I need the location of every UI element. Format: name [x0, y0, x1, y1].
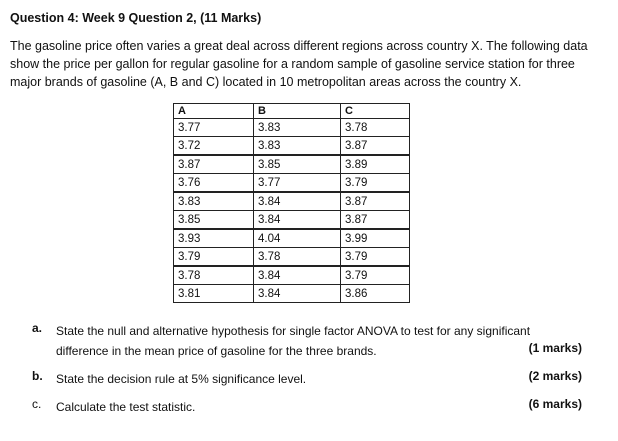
question-c-label: c.: [32, 397, 42, 411]
table-cell: 3.77: [254, 174, 341, 193]
table-cell: 3.84: [254, 266, 341, 285]
table-header-row: [174, 104, 410, 119]
question-c-text: Calculate the test statistic.: [56, 400, 196, 414]
table-row: [174, 174, 410, 193]
table-cell: 3.87: [341, 137, 410, 156]
question-heading: Question 4: Week 9 Question 2, (11 Marks): [10, 11, 262, 25]
question-b-label: b.: [32, 369, 43, 383]
table-row: [174, 192, 410, 211]
question-a-label: a.: [32, 321, 43, 335]
table-cell: 3.78: [174, 266, 254, 285]
table-row: [174, 119, 410, 137]
question-a-text-line2: difference in the mean price of gasoline for the three brands.: [56, 344, 377, 358]
column-header-a: A: [174, 104, 254, 119]
table-cell: 3.79: [341, 174, 410, 193]
table-cell: 3.78: [341, 119, 410, 137]
table-cell: 3.87: [174, 155, 254, 174]
question-b-text: State the decision rule at 5% significance level.: [56, 372, 307, 386]
table-row: [174, 285, 410, 303]
table-cell: 3.72: [174, 137, 254, 156]
table-row: [174, 211, 410, 230]
table-cell: 3.83: [174, 192, 254, 211]
table-cell: 3.87: [341, 211, 410, 230]
table-cell: 3.77: [174, 119, 254, 137]
table-cell: 3.84: [254, 211, 341, 230]
table-cell: 4.04: [254, 229, 341, 248]
table-cell: 3.83: [254, 119, 341, 137]
table-cell: 3.81: [174, 285, 254, 303]
table-cell: 3.79: [174, 248, 254, 267]
question-intro: The gasoline price often varies a great deal across different regions across country X. The following data show the price per gallon for regular gasoline for a random sample of gasoline service station for three major brands of gasoline (A, B and C) located in 10 metropolitan areas across the country X.: [10, 39, 588, 89]
question-c: [32, 397, 592, 417]
table-row: [174, 155, 410, 174]
table-cell: 3.79: [341, 266, 410, 285]
table-row: [174, 248, 410, 267]
table-cell: 3.85: [174, 211, 254, 230]
table-row: [174, 137, 410, 156]
table-cell: 3.84: [254, 192, 341, 211]
table-cell: 3.78: [254, 248, 341, 267]
question-b: [32, 369, 592, 389]
table-cell: 3.79: [341, 248, 410, 267]
table-cell: 3.86: [341, 285, 410, 303]
price-table: [173, 103, 410, 303]
table-cell: 3.99: [341, 229, 410, 248]
table-cell: 3.93: [174, 229, 254, 248]
question-a-marks: (1 marks): [528, 341, 582, 355]
question-c-marks: (6 marks): [528, 397, 582, 411]
table-cell: 3.87: [341, 192, 410, 211]
table-cell: 3.76: [174, 174, 254, 193]
table-row: [174, 266, 410, 285]
table-cell: 3.84: [254, 285, 341, 303]
table-cell: 3.89: [341, 155, 410, 174]
question-b-marks: (2 marks): [528, 369, 582, 383]
question-a: [32, 321, 592, 361]
column-header-b: B: [254, 104, 341, 119]
question-a-text-line1: State the null and alternative hypothesis for single factor ANOVA to test for any significant: [56, 324, 531, 338]
table-cell: 3.83: [254, 137, 341, 156]
column-header-c: C: [341, 104, 410, 119]
table-row: [174, 229, 410, 248]
table-cell: 3.85: [254, 155, 341, 174]
